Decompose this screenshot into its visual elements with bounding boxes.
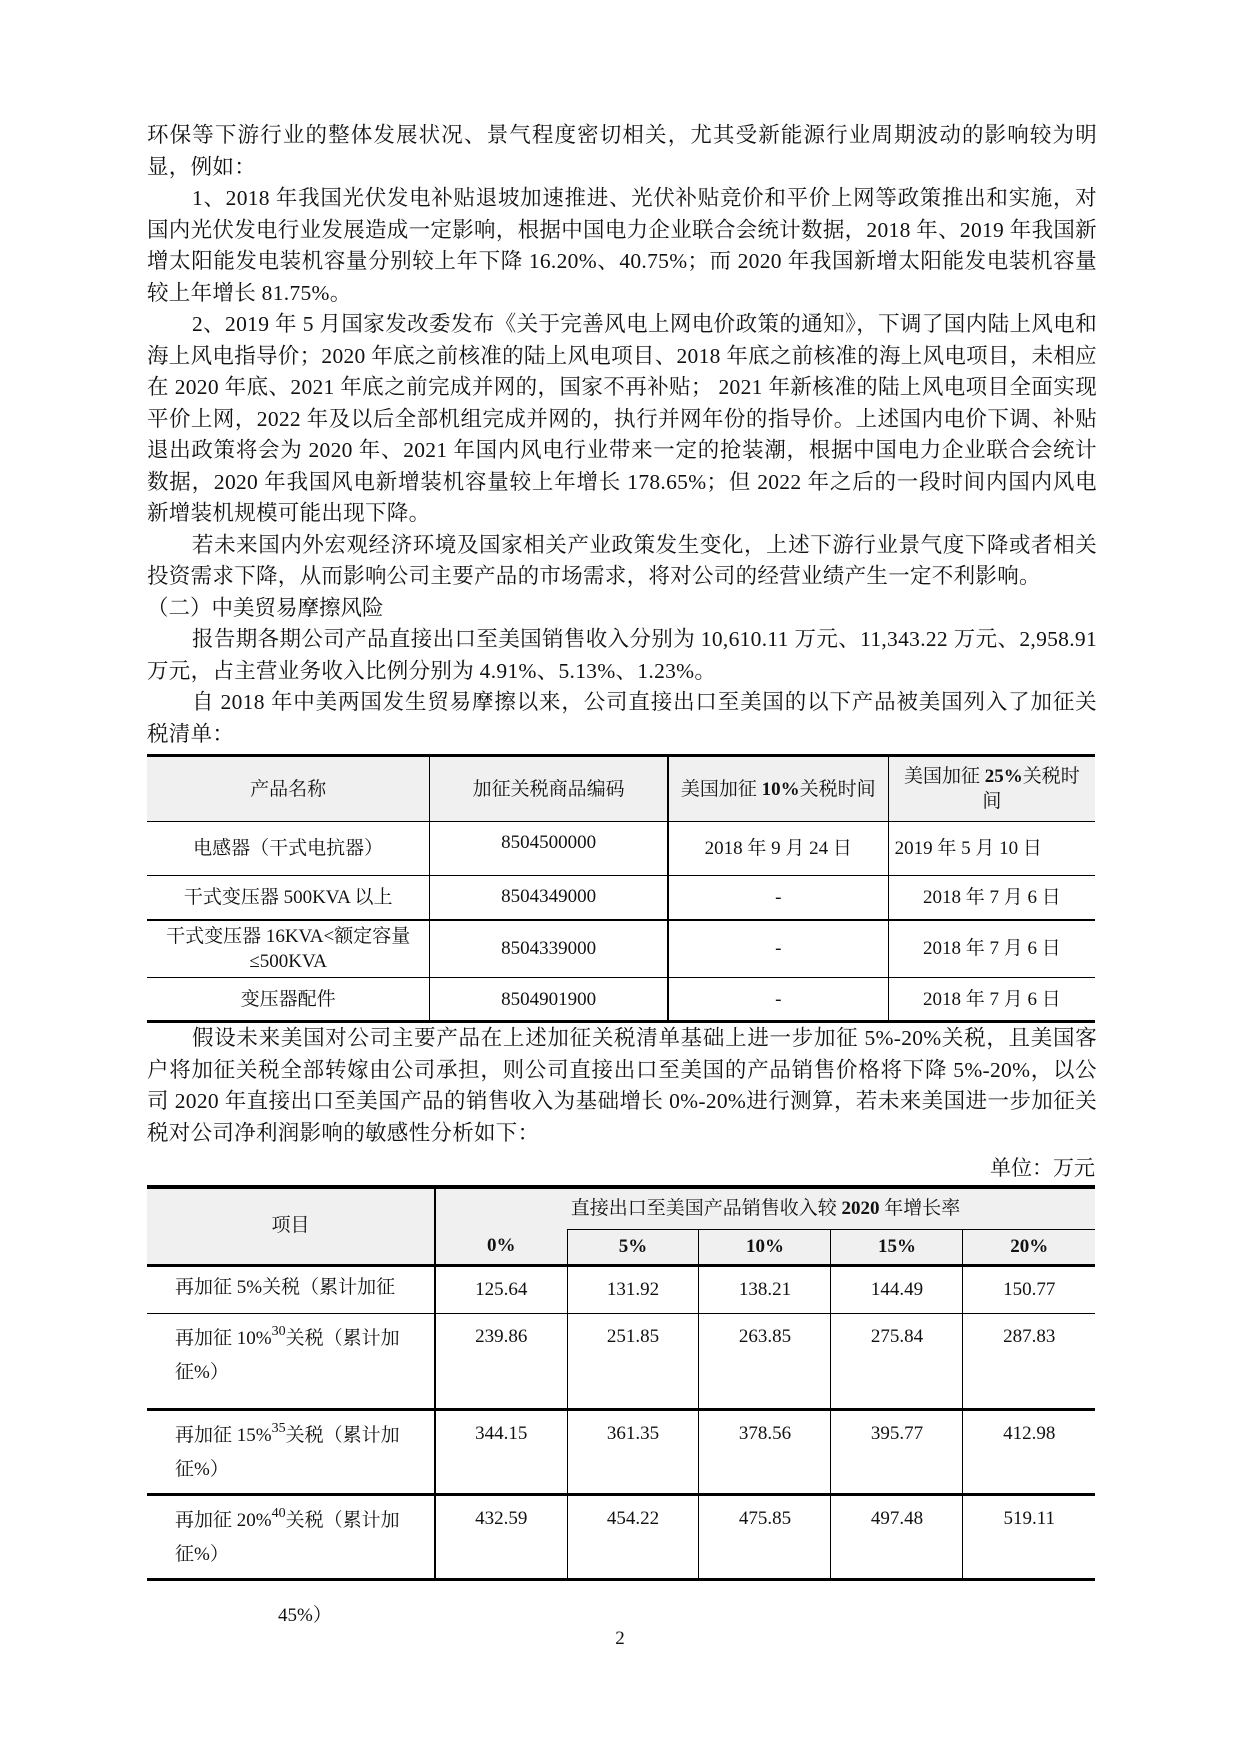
cell-value: 287.83 — [963, 1313, 1095, 1409]
cell-25pct-time: 2018 年 7 月 6 日 — [888, 978, 1095, 1022]
cell-code: 8504339000 — [430, 920, 668, 978]
cell-value: 125.64 — [435, 1265, 567, 1313]
table-row — [147, 1409, 1095, 1494]
cell-value: 519.11 — [963, 1494, 1095, 1579]
cell-value: 344.15 — [435, 1409, 567, 1494]
cell-value: 475.85 — [699, 1494, 831, 1579]
table-row — [147, 920, 1095, 978]
cell-value: 432.59 — [435, 1494, 567, 1579]
header-rate: 20% — [963, 1229, 1095, 1265]
cell-value: 138.21 — [699, 1265, 831, 1313]
cell-value: 239.86 — [435, 1313, 567, 1409]
paragraph-tariff-list-intro: 自 2018 年中美两国发生贸易摩擦以来，公司直接出口至美国的以下产品被美国列入了加征关税清单： — [147, 690, 1097, 746]
tariff-list-table — [147, 754, 1095, 1023]
cell-code: 8504500000 — [430, 822, 668, 876]
overflow-note: 45%） — [278, 1605, 332, 1626]
cell-value: 378.56 — [699, 1409, 831, 1494]
paragraph-sensitivity-intro: 假设未来美国对公司主要产品在上述加征关税清单基础上进一步加征 5%-20%关税，且美国客户将加征关税全部转嫁由公司承担，则公司直接出口至美国的产品销售价格将下降 5%-20%，以公司 2020 年直接出口至美国产品的销售收入为基础增长 0%-20%进行测算，若未来美国进一步加征关税对公司净利润影响的敏感性分析如下： — [147, 1026, 1097, 1145]
paragraph-risk-summary: 若未来国内外宏观经济环境及国家相关产业政策发生变化，上述下游行业景气度下降或者相关投资需求下降，从而影响公司主要产品的市场需求，将对公司的经营业绩产生一定不利影响。 — [147, 532, 1097, 588]
paragraph-intro: 环保等下游行业的整体发展状况、景气程度密切相关，尤其受新能源行业周期波动的影响较为明显，例如： — [147, 123, 1097, 179]
header-product-name: 产品名称 — [147, 756, 430, 822]
sensitivity-table — [147, 1185, 1095, 1581]
cell-value: 150.77 — [963, 1265, 1095, 1313]
cell-value: 454.22 — [567, 1494, 699, 1579]
paragraph-solar: 1、2018 年我国光伏发电补贴退坡加速推进、光伏补贴竞价和平价上网等政策推出和实施，对国内光伏发电行业发展造成一定影响，根据中国电力企业联合会统计数据，2018 年、2019 年我国新增太阳能发电装机容量分别较上年下降 16.20%、40.75%；而 2020 年我国新增太阳能发电装机容量较上年增长 81.75%。 — [147, 186, 1097, 305]
table-row — [147, 1265, 1095, 1313]
header-10pct-time: 美国加征 10%关税时间 — [668, 756, 888, 822]
cell-25pct-time: 2019 年 5 月 10 日 — [888, 822, 1095, 876]
cell-product: 干式变压器 500KVA 以上 — [147, 876, 430, 920]
row-label: 再加征 15%$^{35}$关税（累计加征%） — [147, 1409, 435, 1494]
cell-10pct-time: 2018 年 9 月 24 日 — [668, 822, 888, 876]
header-25pct-time: 美国加征 25%关税时间 — [888, 756, 1095, 822]
table-row — [147, 876, 1095, 920]
header-rate: 15% — [831, 1229, 963, 1265]
cell-product: 干式变压器 16KVA<额定容量≤500KVA — [147, 920, 430, 978]
header-growth-rate-group: 直接出口至美国产品销售收入较 2020 年增长率 — [435, 1187, 1095, 1229]
row-label: 再加征 10%$^{30}$关税（累计加征%） — [147, 1313, 435, 1409]
unit-label: 单位：万元 — [990, 1156, 1095, 1180]
header-item: 项目 — [147, 1187, 435, 1265]
cell-product: 电感器（干式电抗器） — [147, 822, 430, 876]
cell-10pct-time: - — [668, 978, 888, 1022]
paragraph-export-revenue: 报告期各期公司产品直接出口至美国销售收入分别为 10,610.11 万元、11,343.22 万元、2,958.91 万元，占主营业务收入比例分别为 4.91%、5.13%、1.23%。 — [147, 627, 1097, 683]
row-label: 再加征 5%关税（累计加征 — [147, 1265, 435, 1313]
table-row — [147, 978, 1095, 1022]
cell-value: 412.98 — [963, 1409, 1095, 1494]
cell-code: 8504349000 — [430, 876, 668, 920]
document-page — [147, 120, 1097, 1581]
cell-10pct-time: - — [668, 920, 888, 978]
row-label: 再加征 20%$^{40}$关税（累计加征%） — [147, 1494, 435, 1579]
header-rate: 5% — [567, 1229, 699, 1265]
cell-value: 263.85 — [699, 1313, 831, 1409]
paragraph-wind: 2、2019 年 5 月国家发改委发布《关于完善风电上网电价政策的通知》，下调了国内陆上风电和海上风电指导价；2020 年底之前核准的陆上风电项目、2018 年底之前核准的海上风电项目，未相应在 2020 年底、2021 年底之前完成并网的，国家不再补贴； 2021 年新核准的陆上风电项目全面实现平价上网，2022 年及以后全部机组完成并网的，执行并网年份的指导价。上述国内电价下调、补贴退出政策将会为 2020 年、2021 年国内风电行业带来一定的抢装潮，根据中国电力企业联合会统计数据，2020 年我国风电新增装机容量较上年增长 178.65%；但 2022 年之后的一段时间内国内风电新增装机规模可能出现下降。 — [147, 312, 1097, 525]
cell-value: 144.49 — [831, 1265, 963, 1313]
section-heading-trade-friction: （二）中美贸易摩擦风险 — [147, 595, 384, 620]
cell-value: 251.85 — [567, 1313, 699, 1409]
cell-25pct-time: 2018 年 7 月 6 日 — [888, 876, 1095, 920]
table-row — [147, 1494, 1095, 1579]
table-row — [147, 822, 1095, 876]
cell-25pct-time: 2018 年 7 月 6 日 — [888, 920, 1095, 978]
header-tariff-code: 加征关税商品编码 — [430, 756, 668, 822]
cell-value: 131.92 — [567, 1265, 699, 1313]
table-row — [147, 1313, 1095, 1409]
cell-code: 8504901900 — [430, 978, 668, 1022]
cell-value: 497.48 — [831, 1494, 963, 1579]
cell-value: 395.77 — [831, 1409, 963, 1494]
page-number: 2 — [615, 1628, 625, 1649]
tariff-table-header-row — [147, 756, 1095, 822]
cell-product: 变压器配件 — [147, 978, 430, 1022]
header-rate: 0% — [435, 1229, 567, 1265]
sensitivity-header-row-1 — [147, 1187, 1095, 1229]
cell-value: 361.35 — [567, 1409, 699, 1494]
cell-value: 275.84 — [831, 1313, 963, 1409]
header-rate: 10% — [699, 1229, 831, 1265]
cell-10pct-time: - — [668, 876, 888, 920]
